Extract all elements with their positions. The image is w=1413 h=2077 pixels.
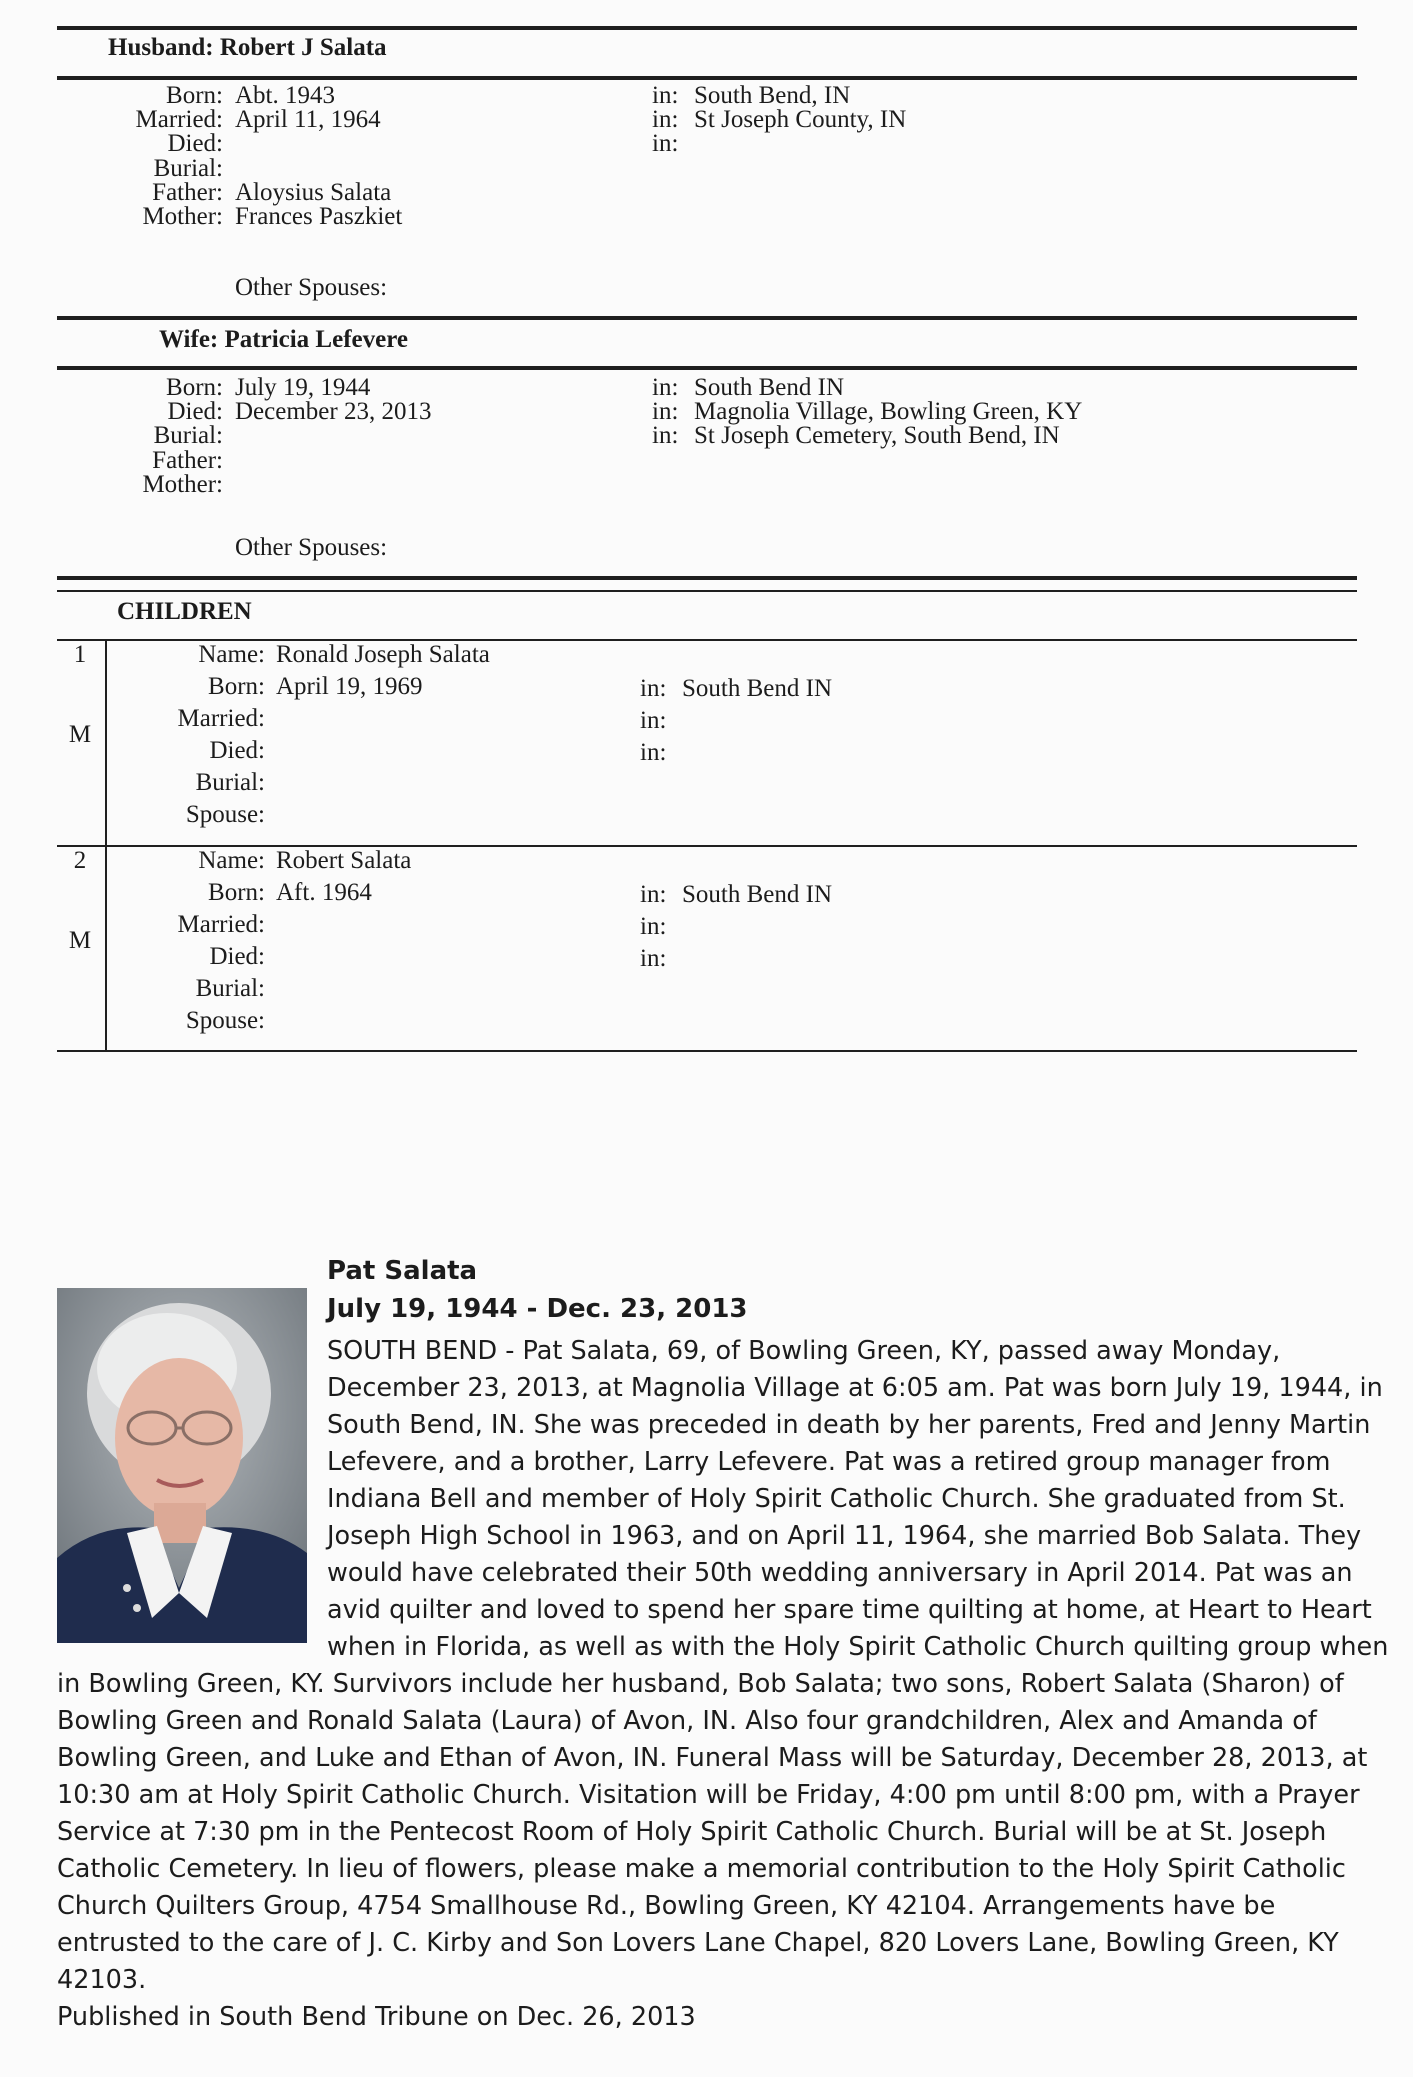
child-row-in-label: in:: [640, 881, 667, 908]
wife-row-value: July 19, 1944: [235, 374, 371, 401]
child-row-label: Died:: [209, 943, 265, 970]
child-sex: M: [68, 721, 92, 748]
child-divider-rule: [57, 845, 1357, 847]
wife-row-in-label: in:: [652, 374, 679, 401]
obituary-line: would have celebrated their 50th wedding anniversary in April 2014. Pat was an: [327, 1558, 1353, 1588]
husband-header-label: Husband:: [108, 34, 214, 61]
child-number: 2: [73, 847, 87, 874]
child-row-place: South Bend IN: [682, 881, 832, 908]
child-row-label: Born:: [208, 673, 265, 700]
child-row-in-label: in:: [640, 739, 667, 766]
obituary-line: avid quilter and loved to spend her spare time quilting at home, at Heart to Heart: [327, 1595, 1372, 1625]
wife-row-place: St Joseph Cemetery, South Bend, IN: [694, 422, 1060, 450]
wife-header: [159, 326, 408, 354]
husband-row-value: Abt. 1943: [235, 82, 335, 109]
obituary-photo: [57, 1288, 307, 1643]
child-row-label: Name:: [198, 641, 265, 668]
husband-row-label: Father:: [152, 178, 223, 206]
husband-other-spouses: Other Spouses:: [235, 274, 388, 301]
obituary-line: December 23, 2013, at Magnolia Village at 6:05 am. Pat was born July 19, 1944, in: [327, 1373, 1383, 1403]
child-row-value: Aft. 1964: [276, 879, 372, 906]
child-row-place: South Bend IN: [682, 675, 832, 702]
husband-row-place: South Bend, IN: [694, 82, 851, 109]
child-row-label: Died:: [209, 737, 265, 764]
wife-top-rule: [57, 316, 1357, 320]
wife-rule: [57, 366, 1357, 370]
obituary-line: entrusted to the care of J. C. Kirby and Son Lovers Lane Chapel, 820 Lovers Lane, Bowling Green, KY: [57, 1928, 1339, 1958]
wife-row-label: Born:: [166, 374, 223, 401]
obituary-line: Indiana Bell and member of Holy Spirit Catholic Church. She graduated from St.: [327, 1484, 1346, 1514]
child-row-value: April 19, 1969: [276, 673, 423, 700]
child-row-label: Burial:: [195, 769, 265, 796]
husband-row-in-label: in:: [652, 106, 679, 134]
obituary-line: Catholic Cemetery. In lieu of flowers, please make a memorial contribution to the Holy Spirit Catholic: [57, 1854, 1346, 1884]
obituary-line: Service at 7:30 pm in the Pentecost Room of Holy Spirit Catholic Church. Burial will be at St. Joseph: [57, 1817, 1327, 1847]
child-row-label: Burial:: [195, 975, 265, 1002]
husband-row-value: Frances Paszkiet: [235, 203, 403, 230]
child-row-in-label: in:: [640, 913, 667, 940]
obituary-name: Pat Salata: [327, 1256, 478, 1286]
child-sex: M: [68, 927, 92, 954]
child-row-label: Born:: [208, 879, 265, 906]
wife-other-spouses: Other Spouses:: [235, 534, 388, 561]
wife-row-label: Father:: [152, 446, 223, 474]
obituary-line: SOUTH BEND - Pat Salata, 69, of Bowling Green, KY, passed away Monday,: [327, 1336, 1281, 1366]
wife-row-in-label: in:: [652, 398, 679, 426]
husband-row-label: Married:: [135, 106, 223, 134]
husband-name: Robert J Salata: [219, 34, 387, 61]
obituary-line: Bowling Green and Ronald Salata (Laura) of Avon, IN. Also four grandchildren, Alex and Amanda of: [57, 1706, 1317, 1736]
child-row-in-label: in:: [640, 707, 667, 734]
obituary-line: Church Quilters Group, 4754 Smallhouse Rd., Bowling Green, KY 42104. Arrangements have be: [57, 1891, 1276, 1921]
children-header: CHILDREN: [117, 598, 252, 625]
child-row-in-label: in:: [640, 675, 667, 702]
obituary-line: South Bend, IN. She was preceded in death by her parents, Fred and Jenny Martin: [327, 1410, 1371, 1440]
child-row-in-label: in:: [640, 945, 667, 972]
wife-row-label: Mother:: [142, 470, 223, 498]
obituary-line: 10:30 am at Holy Spirit Catholic Church. Visitation will be Friday, 4:00 pm until 8:00 pm, with a Prayer: [57, 1780, 1360, 1810]
child-row-label: Spouse:: [185, 801, 265, 828]
wife-name: Patricia Lefevere: [224, 326, 408, 353]
child-row-label: Spouse:: [185, 1007, 265, 1034]
husband-row-value: Aloysius Salata: [235, 178, 392, 206]
wife-row-in-label: in:: [652, 422, 679, 450]
children-bottom-rule: [57, 1050, 1357, 1052]
husband-row-label: Died:: [167, 130, 223, 158]
top-rule: [57, 26, 1357, 30]
wife-row-label: Died:: [167, 398, 223, 426]
child-row-value: Ronald Joseph Salata: [276, 641, 490, 668]
husband-row-label: Mother:: [142, 203, 223, 230]
child-number: 1: [73, 641, 87, 668]
wife-row-place: Magnolia Village, Bowling Green, KY: [694, 398, 1083, 426]
husband-row-in-label: in:: [652, 130, 679, 158]
portrait-image: [57, 1288, 307, 1643]
obituary-line: Published in South Bend Tribune on Dec. 26, 2013: [57, 2002, 696, 2032]
husband-rule: [57, 76, 1357, 80]
wife-header-label: Wife:: [159, 326, 219, 353]
obituary-line: 42103.: [57, 1965, 147, 1995]
child-row-label: Married:: [177, 911, 265, 938]
wife-row-place: South Bend IN: [694, 374, 844, 401]
husband-row-label: Born:: [166, 82, 223, 109]
children-top-rule-thin: [57, 590, 1357, 592]
obituary-line: in Bowling Green, KY. Survivors include her husband, Bob Salata; two sons, Robert Salata (Sharon) of: [57, 1669, 1344, 1699]
wife-row-value: December 23, 2013: [235, 398, 432, 426]
obituary-line: when in Florida, as well as with the Holy Spirit Catholic Church quilting group when: [327, 1632, 1389, 1662]
obituary-line: Bowling Green, and Luke and Ethan of Avon, IN. Funeral Mass will be Saturday, December 28, 2013, at: [57, 1743, 1368, 1773]
children-top-rule: [57, 576, 1357, 580]
child-row-label: Name:: [198, 847, 265, 874]
child-row-label: Married:: [177, 705, 265, 732]
husband-row-in-label: in:: [652, 82, 679, 109]
obituary-line: Joseph High School in 1963, and on April 11, 1964, she married Bob Salata. They: [327, 1521, 1362, 1551]
husband-header: [108, 34, 387, 62]
obituary-line: Lefevere, and a brother, Larry Lefevere. Pat was a retired group manager from: [327, 1447, 1331, 1477]
wife-row-label: Burial:: [153, 422, 223, 450]
husband-row-place: St Joseph County, IN: [694, 106, 907, 134]
obituary-dates: July 19, 1944 - Dec. 23, 2013: [327, 1294, 748, 1324]
child-row-value: Robert Salata: [276, 847, 412, 874]
husband-row-label: Burial:: [153, 154, 223, 182]
husband-row-value: April 11, 1964: [235, 106, 381, 134]
